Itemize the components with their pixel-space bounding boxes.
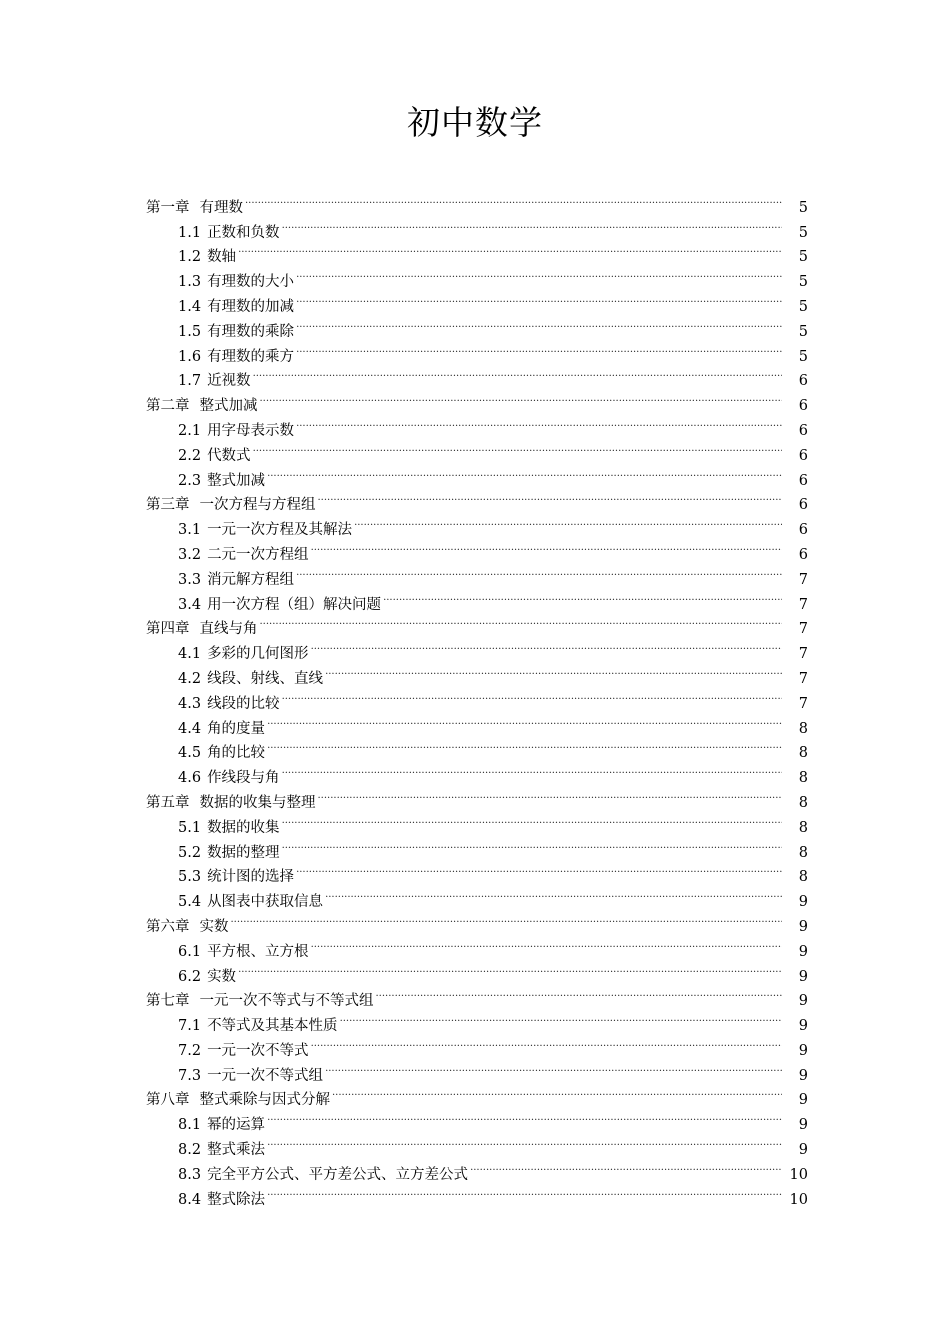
toc-entry-title — [178, 543, 309, 568]
toc-entry-number: 1.3 — [178, 274, 202, 291]
toc-entry-title — [178, 717, 265, 742]
toc-page-number: 6 — [798, 398, 808, 415]
toc-dot-leader — [253, 361, 782, 386]
toc-dot-leader — [325, 1055, 782, 1080]
toc-section-entry[interactable] — [146, 237, 808, 266]
toc-entry-number: 第二章 — [146, 398, 190, 415]
toc-page-number: 5 — [798, 323, 808, 340]
toc-entry-label: 有理数的加减 — [207, 298, 295, 315]
toc-entry-number: 7.2 — [178, 1042, 202, 1059]
toc-entry-title — [178, 766, 280, 791]
toc-entry-title — [178, 320, 294, 345]
toc-entry-label: 作线段与角 — [207, 770, 280, 787]
toc-dot-leader — [311, 1030, 782, 1055]
toc-entry-title — [178, 1138, 265, 1163]
toc-entry-label: 数据的收集 — [207, 819, 280, 836]
toc-entry-label: 整式乘法 — [207, 1142, 266, 1159]
toc-section-entry[interactable] — [146, 931, 808, 960]
toc-entry-title — [178, 816, 280, 841]
toc-page-number: 9 — [798, 918, 808, 935]
toc-entry-number: 8.2 — [178, 1142, 202, 1159]
toc-entry-label: 一元一次方程及其解法 — [207, 522, 353, 539]
toc-entry-label: 角的度量 — [207, 720, 266, 737]
toc-entry-number: 1.5 — [178, 323, 202, 340]
toc-page-number: 8 — [798, 869, 808, 886]
toc-entry-number: 8.3 — [178, 1166, 202, 1183]
toc-entry-title — [146, 196, 243, 221]
toc-dot-leader — [282, 832, 782, 857]
toc-page-number: 9 — [798, 1142, 808, 1159]
toc-entry-number: 6.1 — [178, 943, 202, 960]
toc-entry-label: 实数 — [199, 918, 229, 935]
toc-entry-number: 5.3 — [178, 869, 202, 886]
toc-entry-label: 实数 — [207, 968, 237, 985]
toc-dot-leader — [267, 708, 782, 733]
toc-dot-leader — [267, 1129, 782, 1154]
toc-entry-number: 3.4 — [178, 596, 202, 613]
table-of-contents — [146, 187, 808, 1208]
toc-entry-label: 有理数 — [199, 199, 243, 216]
toc-page-number: 9 — [798, 1092, 808, 1109]
toc-dot-leader — [267, 733, 782, 758]
toc-page-number: 8 — [798, 794, 808, 811]
toc-chapter-entry[interactable] — [146, 187, 808, 216]
toc-dot-leader — [296, 311, 782, 336]
toc-dot-leader — [318, 485, 783, 510]
toc-entry-number: 4.2 — [178, 670, 202, 687]
toc-page-number: 9 — [798, 1018, 808, 1035]
toc-entry-number: 1.6 — [178, 348, 202, 365]
toc-entry-title — [178, 270, 294, 295]
toc-page-number: 5 — [798, 348, 808, 365]
toc-page-number: 8 — [798, 770, 808, 787]
toc-entry-label: 消元解方程组 — [207, 571, 295, 588]
toc-entry-label: 角的比较 — [207, 745, 266, 762]
toc-entry-label: 用一次方程（组）解决问题 — [207, 596, 382, 613]
toc-dot-leader — [311, 633, 782, 658]
toc-page-number: 7 — [798, 646, 808, 663]
toc-entry-label: 不等式及其基本性质 — [207, 1018, 338, 1035]
toc-entry-title — [146, 493, 316, 518]
toc-entry-number: 4.1 — [178, 646, 202, 663]
toc-entry-number: 第五章 — [146, 794, 190, 811]
toc-entry-title — [178, 369, 251, 394]
toc-dot-leader — [325, 658, 782, 683]
toc-entry-title — [178, 692, 280, 717]
toc-page-number: 7 — [798, 670, 808, 687]
toc-dot-leader — [376, 981, 783, 1006]
toc-entry-number: 4.4 — [178, 720, 202, 737]
toc-page-number: 7 — [798, 621, 808, 638]
toc-page-number: 8 — [798, 720, 808, 737]
toc-dot-leader — [296, 559, 782, 584]
toc-entry-number: 7.1 — [178, 1018, 202, 1035]
toc-entry-number: 5.2 — [178, 844, 202, 861]
toc-entry-label: 正数和负数 — [207, 224, 280, 241]
toc-entry-number: 4.5 — [178, 745, 202, 762]
toc-entry-title — [178, 295, 294, 320]
toc-dot-leader — [311, 534, 782, 559]
toc-section-entry[interactable] — [146, 212, 808, 241]
toc-dot-leader — [354, 509, 782, 534]
toc-entry-number: 1.4 — [178, 298, 202, 315]
toc-entry-number: 3.1 — [178, 522, 202, 539]
toc-entry-label: 完全平方公式、平方差公式、立方差公式 — [207, 1166, 469, 1183]
toc-dot-leader — [260, 385, 783, 410]
toc-entry-title — [146, 394, 258, 419]
toc-dot-leader — [296, 286, 782, 311]
toc-dot-leader — [267, 1104, 782, 1129]
toc-entry-label: 代数式 — [207, 447, 251, 464]
toc-entry-label: 线段的比较 — [207, 695, 280, 712]
toc-entry-number: 4.6 — [178, 770, 202, 787]
toc-page-number: 5 — [798, 224, 808, 241]
toc-dot-leader — [238, 956, 782, 981]
toc-entry-number: 3.3 — [178, 571, 202, 588]
toc-entry-title — [178, 1039, 309, 1064]
toc-page-number: 5 — [798, 249, 808, 266]
toc-entry-label: 整式加减 — [199, 398, 258, 415]
toc-page-number: 8 — [798, 844, 808, 861]
toc-dot-leader — [282, 683, 782, 708]
toc-entry-number: 第三章 — [146, 497, 190, 514]
toc-page-number: 9 — [798, 993, 808, 1010]
toc-page-number: 5 — [798, 274, 808, 291]
toc-page-number: 6 — [798, 373, 808, 390]
toc-entry-number: 5.1 — [178, 819, 202, 836]
toc-entry-number: 第一章 — [146, 199, 190, 216]
toc-dot-leader — [325, 881, 782, 906]
toc-entry-number: 7.3 — [178, 1067, 202, 1084]
toc-page-number: 5 — [798, 199, 808, 216]
toc-page-number: 7 — [798, 596, 808, 613]
toc-entry-title — [178, 741, 265, 766]
toc-entry-label: 数轴 — [207, 249, 237, 266]
toc-dot-leader — [282, 807, 782, 832]
toc-section-entry[interactable] — [146, 956, 808, 985]
toc-entry-number: 第四章 — [146, 621, 190, 638]
toc-entry-title — [178, 245, 236, 270]
toc-entry-title — [178, 1064, 323, 1089]
toc-entry-number: 1.2 — [178, 249, 202, 266]
toc-entry-label: 整式加减 — [207, 472, 266, 489]
toc-entry-title — [178, 965, 236, 990]
toc-dot-leader — [245, 187, 782, 212]
toc-entry-number: 2.3 — [178, 472, 202, 489]
toc-dot-leader — [296, 410, 782, 435]
toc-entry-label: 平方根、立方根 — [207, 943, 309, 960]
toc-entry-title — [178, 1188, 265, 1213]
toc-page-number: 6 — [798, 472, 808, 489]
toc-page-number: 6 — [798, 447, 808, 464]
toc-entry-number: 2.2 — [178, 447, 202, 464]
toc-dot-leader — [260, 609, 783, 634]
toc-dot-leader — [318, 782, 783, 807]
toc-entry-number: 第六章 — [146, 918, 190, 935]
toc-entry-number: 3.2 — [178, 546, 202, 563]
toc-entry-label: 用字母表示数 — [207, 422, 295, 439]
toc-page-number: 9 — [798, 894, 808, 911]
toc-dot-leader — [383, 584, 782, 609]
toc-page-number: 10 — [789, 1191, 808, 1208]
toc-page-number: 6 — [798, 546, 808, 563]
toc-entry-label: 线段、射线、直线 — [207, 670, 324, 687]
toc-dot-leader — [296, 336, 782, 361]
toc-dot-leader — [311, 931, 782, 956]
toc-dot-leader — [332, 1080, 782, 1105]
toc-entry-label: 二元一次方程组 — [207, 546, 309, 563]
toc-entry-label: 一元一次不等式 — [207, 1042, 309, 1059]
toc-dot-leader — [282, 757, 782, 782]
toc-entry-title — [146, 915, 229, 940]
toc-entry-label: 一元一次不等式组 — [207, 1067, 324, 1084]
toc-entry-label: 近视数 — [207, 373, 251, 390]
toc-page-number: 7 — [798, 695, 808, 712]
toc-dot-leader — [340, 1005, 782, 1030]
toc-section-entry[interactable] — [146, 261, 808, 291]
toc-entry-title — [178, 642, 309, 667]
toc-page-number: 10 — [789, 1166, 808, 1183]
toc-page-number: 9 — [798, 943, 808, 960]
toc-page-number: 8 — [798, 819, 808, 836]
toc-entry-label: 直线与角 — [199, 621, 258, 638]
toc-entry-label: 有理数的大小 — [207, 274, 295, 291]
toc-entry-title — [146, 617, 258, 642]
toc-dot-leader — [267, 1179, 782, 1204]
toc-page-number: 6 — [798, 497, 808, 514]
toc-entry-label: 统计图的选择 — [207, 869, 295, 886]
toc-page-number: 9 — [798, 1067, 808, 1084]
toc-entry-label: 有理数的乘方 — [207, 348, 295, 365]
toc-entry-number: 1.1 — [178, 224, 202, 241]
toc-entry-label: 幂的运算 — [207, 1117, 266, 1134]
toc-entry-number: 4.3 — [178, 695, 202, 712]
toc-entry-label: 一次方程与方程组 — [199, 497, 316, 514]
toc-entry-title — [178, 865, 294, 890]
toc-chapter-entry[interactable] — [146, 981, 808, 1010]
toc-chapter-entry[interactable] — [146, 906, 808, 935]
toc-page-number: 8 — [798, 745, 808, 762]
toc-entry-title — [178, 568, 294, 593]
toc-entry-title — [178, 469, 265, 494]
toc-page-number: 9 — [798, 968, 808, 985]
toc-page-number: 5 — [798, 298, 808, 315]
toc-entry-number: 6.2 — [178, 968, 202, 985]
toc-dot-leader — [238, 237, 782, 262]
toc-entry-number: 8.4 — [178, 1191, 202, 1208]
toc-entry-label: 整式除法 — [207, 1191, 266, 1208]
toc-entry-title — [178, 841, 280, 866]
toc-entry-label: 从图表中获取信息 — [207, 894, 324, 911]
toc-dot-leader — [267, 460, 782, 485]
toc-entry-number: 第七章 — [146, 993, 190, 1010]
toc-entry-title — [178, 1113, 265, 1138]
page-title: 初中数学 — [407, 103, 543, 142]
toc-dot-leader — [470, 1154, 782, 1179]
toc-dot-leader — [282, 212, 782, 237]
toc-entry-label: 整式乘除与因式分解 — [199, 1092, 330, 1109]
toc-dot-leader — [296, 857, 782, 882]
toc-page-number: 6 — [798, 422, 808, 439]
toc-entry-number: 2.1 — [178, 422, 202, 439]
toc-page-number: 9 — [798, 1042, 808, 1059]
toc-dot-leader — [253, 435, 782, 460]
toc-entry-number: 第八章 — [146, 1092, 190, 1109]
toc-entry-number: 5.4 — [178, 894, 202, 911]
toc-dot-leader — [296, 261, 782, 286]
toc-entry-label: 数据的收集与整理 — [199, 794, 316, 811]
toc-entry-label: 多彩的几何图形 — [207, 646, 309, 663]
toc-page-number: 7 — [798, 571, 808, 588]
toc-entry-label: 一元一次不等式与不等式组 — [199, 993, 374, 1010]
toc-page-number: 6 — [798, 522, 808, 539]
toc-entry-label: 数据的整理 — [207, 844, 280, 861]
toc-entry-number: 8.1 — [178, 1117, 202, 1134]
toc-entry-label: 有理数的乘除 — [207, 323, 295, 340]
toc-entry-title — [178, 444, 251, 469]
toc-dot-leader — [231, 906, 783, 931]
toc-page-number: 9 — [798, 1117, 808, 1134]
toc-entry-number: 1.7 — [178, 373, 202, 390]
